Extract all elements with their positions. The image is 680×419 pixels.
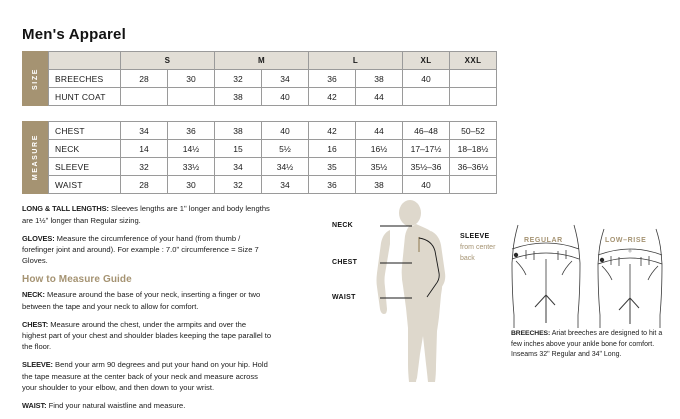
note-gloves (22, 233, 272, 267)
measure-cell: 35 (309, 158, 356, 176)
measure-cell: 16 (309, 140, 356, 158)
breeches-label-regular: REGULAR (524, 237, 563, 244)
measure-table-block (22, 121, 497, 194)
size-header-blank (49, 52, 121, 70)
measure-row-label-chest: CHEST (49, 122, 121, 140)
size-cell: 38 (356, 70, 403, 88)
note-neck-body: Measure around the base of your neck, inserting a finger or two between the tape and your neck to allow for comfort. (22, 289, 261, 311)
size-cell: 42 (309, 88, 356, 106)
measure-row-label-neck: NECK (49, 140, 121, 158)
note-long-tall-lead: LONG & TALL LENGTHS: (22, 204, 109, 213)
note-neck (22, 289, 272, 312)
measure-cell: 17–17½ (403, 140, 450, 158)
size-cell (168, 88, 215, 106)
size-row-label-hunt-coat: HUNT COAT (49, 88, 121, 106)
size-table-block (22, 51, 497, 106)
size-cell (121, 88, 168, 106)
size-table-header-row (49, 52, 497, 70)
note-waist-body: Find your natural waistline and measure. (46, 401, 186, 411)
measure-row-label-waist: WAIST (49, 176, 121, 194)
table-row (49, 70, 497, 88)
measure-cell: 15 (215, 140, 262, 158)
measure-cell: 33½ (168, 158, 215, 176)
measure-cell: 34½ (262, 158, 309, 176)
note-sleeve (22, 359, 272, 393)
table-row (49, 176, 497, 194)
measure-row-label-sleeve: SLEEVE (49, 158, 121, 176)
measure-cell: 30 (168, 176, 215, 194)
size-cell: 30 (168, 70, 215, 88)
figure-label-sleeve: SLEEVE (460, 233, 490, 240)
measure-cell: 14½ (168, 140, 215, 158)
size-header-s: S (121, 52, 215, 70)
size-table (48, 51, 497, 106)
figure-label-neck: NECK (332, 222, 354, 229)
size-cell (403, 88, 450, 106)
note-chest-lead: CHEST: (22, 319, 49, 329)
note-neck-lead: NECK: (22, 289, 45, 299)
size-cell: 28 (121, 70, 168, 88)
size-cell: 44 (356, 88, 403, 106)
measure-cell: 32 (215, 176, 262, 194)
size-cell: 36 (309, 70, 356, 88)
figure-label-chest: CHEST (332, 259, 358, 266)
measure-cell: 28 (121, 176, 168, 194)
note-chest-body: Measure around the chest, under the armpits and over the highest part of your chest and shoulder blades keeping the tape parallel to the floor. (22, 319, 272, 352)
measure-cell: 38 (215, 122, 262, 140)
page-title: Men's Apparel (22, 26, 126, 43)
breeches-note (511, 329, 675, 361)
table-row (49, 122, 497, 140)
size-cell: 38 (215, 88, 262, 106)
measure-cell: 16½ (356, 140, 403, 158)
measure-cell: 40 (403, 176, 450, 194)
size-table-side-label (22, 51, 48, 106)
size-cell: 40 (262, 88, 309, 106)
breeches-rise-diagram (508, 203, 676, 393)
measure-cell: 35½ (356, 158, 403, 176)
breeches-label-low-rise: LOW–RISE (605, 237, 647, 244)
measure-cell: 18–18½ (450, 140, 497, 158)
measure-table (48, 121, 497, 194)
note-waist (22, 400, 272, 412)
measure-cell: 36 (309, 176, 356, 194)
size-header-m: M (215, 52, 309, 70)
measure-table-side-label (22, 121, 48, 194)
size-header-xxl: XXL (450, 52, 497, 70)
measure-cell: 44 (356, 122, 403, 140)
note-chest (22, 319, 272, 353)
table-row (49, 158, 497, 176)
note-sleeve-lead: SLEEVE: (22, 360, 53, 370)
measure-cell (450, 176, 497, 194)
measure-cell: 14 (121, 140, 168, 158)
measure-cell: 32 (121, 158, 168, 176)
note-sleeve-body: Bend your arm 90 degrees and put your hand on your hip. Hold the tape measure at the center back of your neck and measure across your shoulder to your elbow, and then down to your wrist. (22, 360, 268, 393)
size-row-label-breeches: BREECHES (49, 70, 121, 88)
measure-cell: 38 (356, 176, 403, 194)
table-row (49, 140, 497, 158)
size-cell: 34 (262, 70, 309, 88)
measure-cell: 40 (262, 122, 309, 140)
figure-label-sleeve-sub: from center back (460, 244, 496, 262)
how-to-measure-guide-heading: How to Measure Guide (22, 274, 132, 286)
table-row (49, 88, 497, 106)
breeches-illustrations-icon (508, 203, 676, 328)
size-cell (450, 88, 497, 106)
size-cell (450, 70, 497, 88)
note-long-tall (22, 203, 272, 226)
measure-cell: 35½–36 (403, 158, 450, 176)
measurement-figure-diagram (332, 200, 502, 395)
measure-cell: 34 (121, 122, 168, 140)
measure-cell: 34 (262, 176, 309, 194)
measure-cell: 5½ (262, 140, 309, 158)
figure-label-waist: WAIST (332, 294, 356, 301)
note-gloves-body: Measure the circumference of your hand (from thumb / forefinger joint and around). For example : 7.0ʺ circumference = Size 7 Gloves. (22, 233, 259, 266)
measure-cell: 36–36½ (450, 158, 497, 176)
measuring-notes (22, 203, 272, 419)
male-silhouette-icon (332, 200, 502, 395)
size-header-xl: XL (403, 52, 450, 70)
size-cell: 40 (403, 70, 450, 88)
measure-cell: 42 (309, 122, 356, 140)
measure-cell: 46–48 (403, 122, 450, 140)
breeches-note-lead: BREECHES: (511, 330, 551, 337)
note-long-tall-body: Sleeves lengths are 1ʺ longer and body lengths are 1½ʺ longer than Regular sizing. (22, 204, 270, 225)
size-table-side-label-text: SIZE (31, 67, 39, 90)
note-waist-lead: WAIST: (22, 401, 47, 411)
size-header-l: L (309, 52, 403, 70)
measure-cell: 50–52 (450, 122, 497, 140)
measure-table-side-label-text: MEASURE (31, 134, 39, 181)
measure-cell: 34 (215, 158, 262, 176)
size-cell: 32 (215, 70, 262, 88)
breeches-note-body: Ariat breeches are designed to hit a few inches above your ankle bone for comfort. Inseams 32ʺ Regular and 34ʺ Long. (511, 330, 663, 358)
measure-cell: 36 (168, 122, 215, 140)
note-gloves-lead: GLOVES: (22, 233, 55, 243)
